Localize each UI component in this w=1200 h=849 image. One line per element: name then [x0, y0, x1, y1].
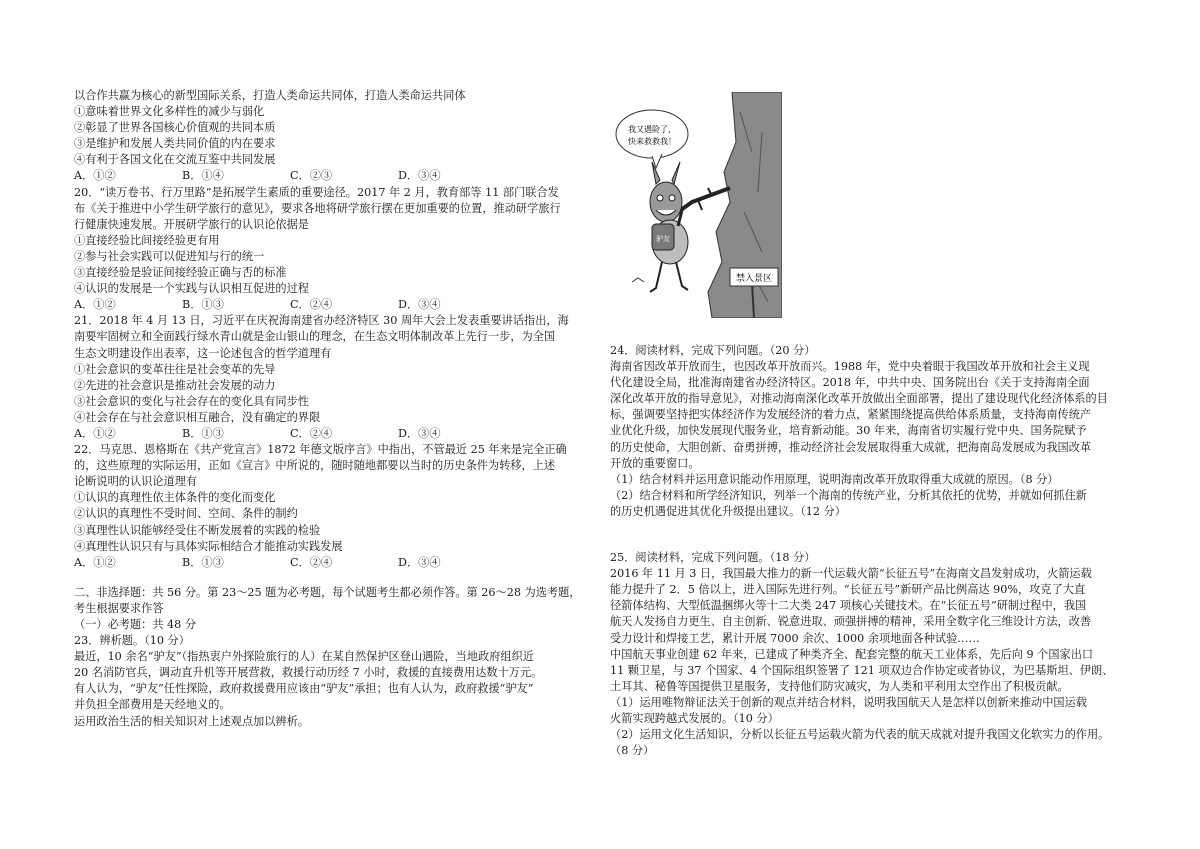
cartoon-svg	[612, 92, 782, 318]
option-c: C．②④	[290, 298, 333, 312]
q25-text: 能力提升了 2．5 倍以上，进入国际先进行列。“长征五号”新研产品比例高达 90%，攻克了大直	[610, 583, 1086, 597]
q19-item: ③是维护和发展人类共同价值的内在要求	[74, 137, 276, 151]
q23-text: 有人认为，“驴友”任性探险，政府救援费用应该由“驴友”承担；也有人认为，政府救援“驴友”	[74, 682, 534, 696]
option-c: C．②④	[290, 555, 333, 569]
q23-text: 最近，10 余名“驴友”（指热衷户外探险旅行的人）在某自然保护区登山遇险，当地政府组织近	[74, 650, 534, 664]
option-b: B．①③	[182, 298, 224, 312]
q19-item: ①意味着世界文化多样性的减少与弱化	[74, 105, 265, 119]
q20-stem: 行健康快速发展。开展研学旅行的认识论依据是	[74, 217, 309, 231]
q25-subquestion-2: （8 分）	[610, 744, 655, 758]
q19-options	[74, 168, 594, 184]
q23-title: 23．辨析题。（10 分）	[74, 634, 190, 648]
q21-stem: 南要牢固树立和全面践行绿水青山就是金山银山的理念，在生态文明体制改革上先行一步，为全国	[74, 330, 556, 344]
q20-item: ③直接经验是验证间接经验正确与否的标准	[74, 266, 287, 280]
q21-item: ②先进的社会意识是推动社会发展的动力	[74, 378, 276, 392]
left-column	[74, 88, 594, 730]
subsection-heading: （一）必考题：共 48 分	[74, 618, 197, 631]
q22-options	[74, 555, 594, 571]
q22-item: ③真理性认识能够经受住不断发展着的实践的检验	[74, 523, 321, 537]
q24-text: 代化建设全局，批准海南建省办经济特区。2018 年，中共中央、国务院出台《关于支持海南全面	[610, 376, 1090, 390]
q20-item: ①直接经验比间接经验更有用	[74, 233, 220, 247]
option-b: B．①④	[182, 169, 224, 183]
q20-stem: 布《关于推进中小学生研学旅行的意见》，要求各地将研学旅行摆在更加重要的位置，推动研学旅行	[74, 201, 561, 215]
q24-text: 开放的重要窗口。	[610, 456, 700, 470]
option-a: A．①②	[74, 555, 116, 569]
q21-item: ④社会存在与社会意识相互融合，没有确定的界限	[74, 410, 321, 424]
q22-stem: 22．马克思、恩格斯在《共产党宣言》1872 年德文版序言》中指出，不管最近 25 年来是完全正确	[74, 443, 567, 457]
q25-text: 中国航天事业创建 62 年来，已建成了种类齐全、配套完整的航天工业体系，先后向 9 个国家出口	[610, 647, 1094, 661]
option-a: A．①②	[74, 298, 116, 312]
q24-subquestion-1: （1）结合材料并运用意识能动作用原理，说明海南改革开放取得重大成就的原因。（8 分）	[610, 472, 1059, 486]
q25-subquestion-1: 火箭实现跨越式发展的。（10 分）	[610, 711, 779, 725]
q24-subquestion-2: （2）结合材料和所学经济知识，列举一个海南的传统产业，分析其依托的优势，并就如何抓住新	[610, 488, 1087, 502]
q24-text: 标，强调要坚持把实体经济作为发展经济的着力点，紧紧围绕提高供给体系质量，支持海南传统产	[610, 408, 1092, 422]
q21-item: ①社会意识的变革往往是社会变革的先导	[74, 362, 276, 376]
q22-item: ②认识的真理性不受时间、空间、条件的制约	[74, 507, 298, 521]
option-a: A．①②	[74, 169, 116, 183]
q22-stem: 论断说明的认识论道理有	[74, 475, 198, 489]
option-d: D．③④	[398, 426, 441, 440]
q25-subquestion-2: （2）运用文化生活知识，分析以长征五号运载火箭为代表的航天成就对提升我国文化软实力的作用。	[610, 728, 1110, 742]
sign-text: 禁入景区	[735, 274, 773, 284]
q20-item: ②参与社会实践可以促进知与行的统一	[74, 249, 265, 263]
spacer	[610, 520, 1138, 550]
option-d: D．③④	[398, 169, 441, 183]
right-column	[610, 343, 1138, 759]
q21-stem: 21．2018 年 4 月 13 日，习近平在庆祝海南建省办经济特区 30 周年大会上发表重要讲话指出，海	[74, 314, 569, 328]
q25-subquestion-1: （1）运用唯物辩证法关于创新的观点并结合材料，说明我国航天人是怎样以创新来推动中国运载	[610, 695, 1087, 709]
q25-text: 2016 年 11 月 3 日，我国最大推力的新一代运载火箭“长征五号”在海南文昌发射成功，火箭运载	[610, 567, 1092, 581]
q21-item: ③社会意识的变化与社会存在的变化具有同步性	[74, 394, 309, 408]
q19-item: ④有利于各国文化在交流互鉴中共同发展	[74, 153, 276, 167]
q25-text: 径箭体结构、大型低温捆绑火等十二大类 247 项核心关键技术。在“长征五号”研制过程中，我国	[610, 599, 1087, 613]
q23-task: 运用政治生活的相关知识对上述观点加以辨析。	[74, 714, 309, 728]
q25-text: 土耳其、秘鲁等国提供卫星服务，支持他们防灾减灾，为人类和平利用太空作出了积极贡献。	[610, 679, 1069, 693]
cartoon-illustration	[612, 92, 782, 318]
q25-text: 受力设计和焊接工艺，累计开展 7000 余次、1000 余项地面各种试验……	[610, 631, 980, 645]
speech-line-1: 我又遇险了，	[628, 125, 676, 134]
q24-text: 海南省因改革开放而生，也因改革开放而兴。1988 年，党中央着眼于我国改革开放和社会主义现	[610, 360, 1090, 374]
option-c: C．②④	[290, 426, 333, 440]
q22-item: ①认识的真理性依主体条件的变化而变化	[74, 491, 276, 505]
section-heading: 二、非选择题：共 56 分。第 23～25 题为必考题，每个试题考生都必须作答。第 26～28 为选考题，	[74, 585, 581, 599]
option-d: D．③④	[398, 555, 441, 569]
option-c: C．②③	[290, 169, 333, 183]
q23-text: 并负担全部费用是天经地义的。	[74, 698, 231, 712]
q19-item: ②彰显了世界各国核心价值观的共同本质	[74, 121, 276, 135]
q25-title: 25．阅读材料，完成下列问题。（18 分）	[610, 551, 816, 565]
q24-text: 业优化升级，加快发展现代服务业，培育新动能。30 年来，海南省切实履行党中央、国务院赋予	[610, 424, 1087, 438]
bag-label: 驴友	[656, 235, 670, 243]
option-b: B．①③	[182, 426, 224, 440]
q21-stem: 生态文明建设作出表率，这一论述包含的哲学道理有	[74, 346, 332, 360]
q20-stem: 20．“读万卷书、行万里路”是拓展学生素质的重要途径。2017 年 2 月，教育部等 11 部门联合发	[74, 185, 559, 199]
q24-text: 的历史使命，大胆创新、奋勇拼搏，推动经济社会发展取得重大成就，把海南岛发展成为我国改革	[610, 440, 1092, 454]
option-d: D．③④	[398, 298, 441, 312]
q21-options	[74, 426, 594, 442]
q25-text: 航天人发扬自力更生、自主创新、锐意进取、顽强拼搏的精神，采用全数字化三维设计方法，改善	[610, 615, 1092, 629]
q22-item: ④真理性认识只有与具体实际相结合才能推动实践发展	[74, 539, 343, 553]
q20-options	[74, 297, 594, 313]
q25-text: 11 颗卫星，与 37 个国家、4 个国际组织签署了 121 项双边合作协定或者协议，为巴基斯坦、伊朗、	[610, 663, 1114, 677]
q24-text: 深化改革开放的指导意见》，对推动海南深化改革开放做出全面部署，提出了建设现代化经济体系的目	[610, 392, 1108, 406]
q24-subquestion-2: 的历史机遇促进其优化升级提出建议。（12 分）	[610, 504, 846, 518]
q20-item: ④认识的发展是一个实践与认识相互促进的过程	[74, 282, 309, 296]
spacer	[74, 571, 594, 585]
option-a: A．①②	[74, 426, 116, 440]
q24-title: 24．阅读材料，完成下列问题。（20 分）	[610, 344, 816, 357]
q19-tail: 以合作共赢为核心的新型国际关系，打造人类命运共同体，打造人类命运共同体	[74, 89, 466, 102]
speech-line-2: 快来救救我！	[628, 137, 676, 146]
option-b: B．①③	[182, 555, 224, 569]
section-heading: 考生根据要求作答	[74, 601, 164, 615]
q22-stem: 的，这些原理的实际运用，正如《宣言》中所说的，随时随地都要以当时的历史条件为转移，上述	[74, 459, 556, 473]
q23-text: 20 名消防官兵，调动直升机等开展营救，救援行动历经 7 小时，救援的直接费用达数十万元。	[74, 666, 543, 680]
